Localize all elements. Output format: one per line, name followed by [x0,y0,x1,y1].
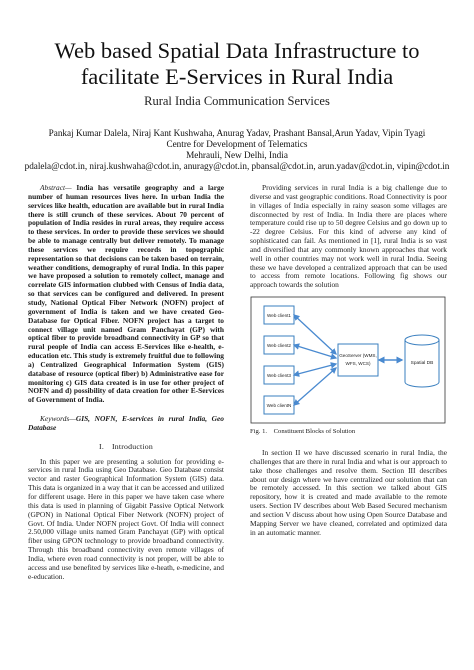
client-box-n [264,396,294,414]
geoserver-box [338,344,378,376]
keywords-text: GIS, NOFN, E-services in rural India, Geo Database [28,414,224,432]
keywords [28,415,224,433]
paper-title: Web based Spatial Data Infrastructure to facilitate E-Services in Rural India [54,38,420,89]
spatial-db-cylinder [405,335,439,387]
right-column [250,184,447,537]
arrow-client1 [294,315,336,354]
geoserver-label: GeoServer (WMS, [339,353,377,359]
client-label-3: Web client3 [267,373,291,379]
location: Mehrauli, New Delhi, India [186,150,288,160]
solution-diagram [250,296,446,424]
abstract-label: Abstract— [40,183,72,192]
author-names: Pankaj Kumar Dalela, Niraj Kant Kushwaha, Anurag Yadav, Prashant Bansal,Arun Yadav, Vipin Tyagi [48,128,426,138]
client-box-1 [264,306,294,324]
keywords-label: Keywords— [40,414,76,424]
geoserver-label-2: WFS, WCS) [345,361,371,367]
section-heading-introduction: I. Introduction [99,441,153,451]
client-box-3 [264,366,294,384]
abstract [28,184,224,405]
figure-1 [250,296,446,424]
paper-subtitle: Rural India Communication Services [144,94,330,108]
client-label-1: Web client1 [267,313,291,319]
client-label-2: Web client2 [267,343,291,349]
author-emails: pdalela@cdot.in, niraj.kushwaha@cdot.in, anuragy@cdot.in, pbansal@cdot.in, arun.yadav@cdot.in, vipin@cdot.in [24,161,450,171]
client-label-n: Web clientN [266,403,292,409]
right-paragraph-2: In section II we have discussed scenario in rural India, the challenges that are there in rural India and what is our approach to take those challenges and resolve them. Section III describes about our design where we have centralized our solution that can be remotely accessed. In this section we talked about GIS repository, how it is created and made available to the remote users. Section IV describes about Web Based Secured mechanism and section V discuss about how using Open Source Database and Mapping Server we have cleaned, correlated and optimized data in an automatic manner. [250,447,447,537]
author-block [10,128,464,172]
left-column [28,184,224,581]
abstract-text: India has versatile geography and a large number of human resources lives here. In urban India the services like health, education are available but in rural India there is still crunch of these services. About 70 percent of population of India resides in rural areas, they require access to these services. In order to provide these services we should be able to manage centrally but deliver remotely. To manage these services we require records in topographic representation so that decisions can be taken based on terrain, weather conditions, demography of rural India. In this paper we have proposed a solution to remotely collect, manage and correlate GIS information clubbed with Census of India data, so that services can be configured and delivered. In present study, National Optical Fiber Network (NOFN) project of government of India is taken and we have created Geo-Database for Optical Fiber. NOFN project has a target to connect village unit named Gram Panchayat (GP) with optical fiber to provide broadband connectivity in GP so that rural people of India can access E-Services like e-health, e-education etc. This study is extremely fruitful due to following a) Centralized Geographical Information System (GIS) database of resource (optical fiber) b) Administrative ease for monitoring c) GIS data created is in use for other project of NOFN and d) possibility of data creation for other E-Services of Government of India. [28,183,224,405]
intro-paragraph: In this paper we are presenting a solution for providing e-services in rural India using Geo Database. Geo Database consist vector and raster Geographical Information System (GIS) data. This data is organized in a way that it can be accessed and utilized for different usage. Here in this paper we have taken case where this data is used in planning of Gigabit Passive Optical Network (GPON) in National Optical Fiber Network (NOFN) project of Govt. Of India. Under NOFN project Govt. Of India will connect 2.50,000 village units named Gram Panchayat (GP) with optical fiber using GPON technology to provide broadband connectivity. Through this broadband connectivity even remote villages of India, where even road connectivity is not proper, will be able to access and use benefited by services like e-heath, e-medicine, and e-education. [28,456,224,581]
arrow-client2 [294,345,336,358]
right-paragraph-1: Providing services in rural India is a big challenge due to diverse and vast geographic conditions. Road Connectivity is poor in villages of India especially in rainy season some villages are disconnected by rest of India. In India there are places where temperature could rise up to 50 degree Celsius and go down up to -22 degree Celsius. For this kind of adverse any kind of sophisticated can fail. As mentioned in [1], rural India is so vast and diversified that any commonly known approaches that work well in other countries may not work well in rural India. Seeing these we have developed a centralized approach that can be used to access from remote locations. Following fig shows our approach towards the solution [250,183,447,290]
spatial-db-label: Spatial DB [410,361,434,367]
client-box-2 [264,336,294,354]
affiliation: Centre for Development of Telematics [166,139,308,149]
figure-caption: Fig. 1. Constituent Blocks of Solution [250,428,356,436]
